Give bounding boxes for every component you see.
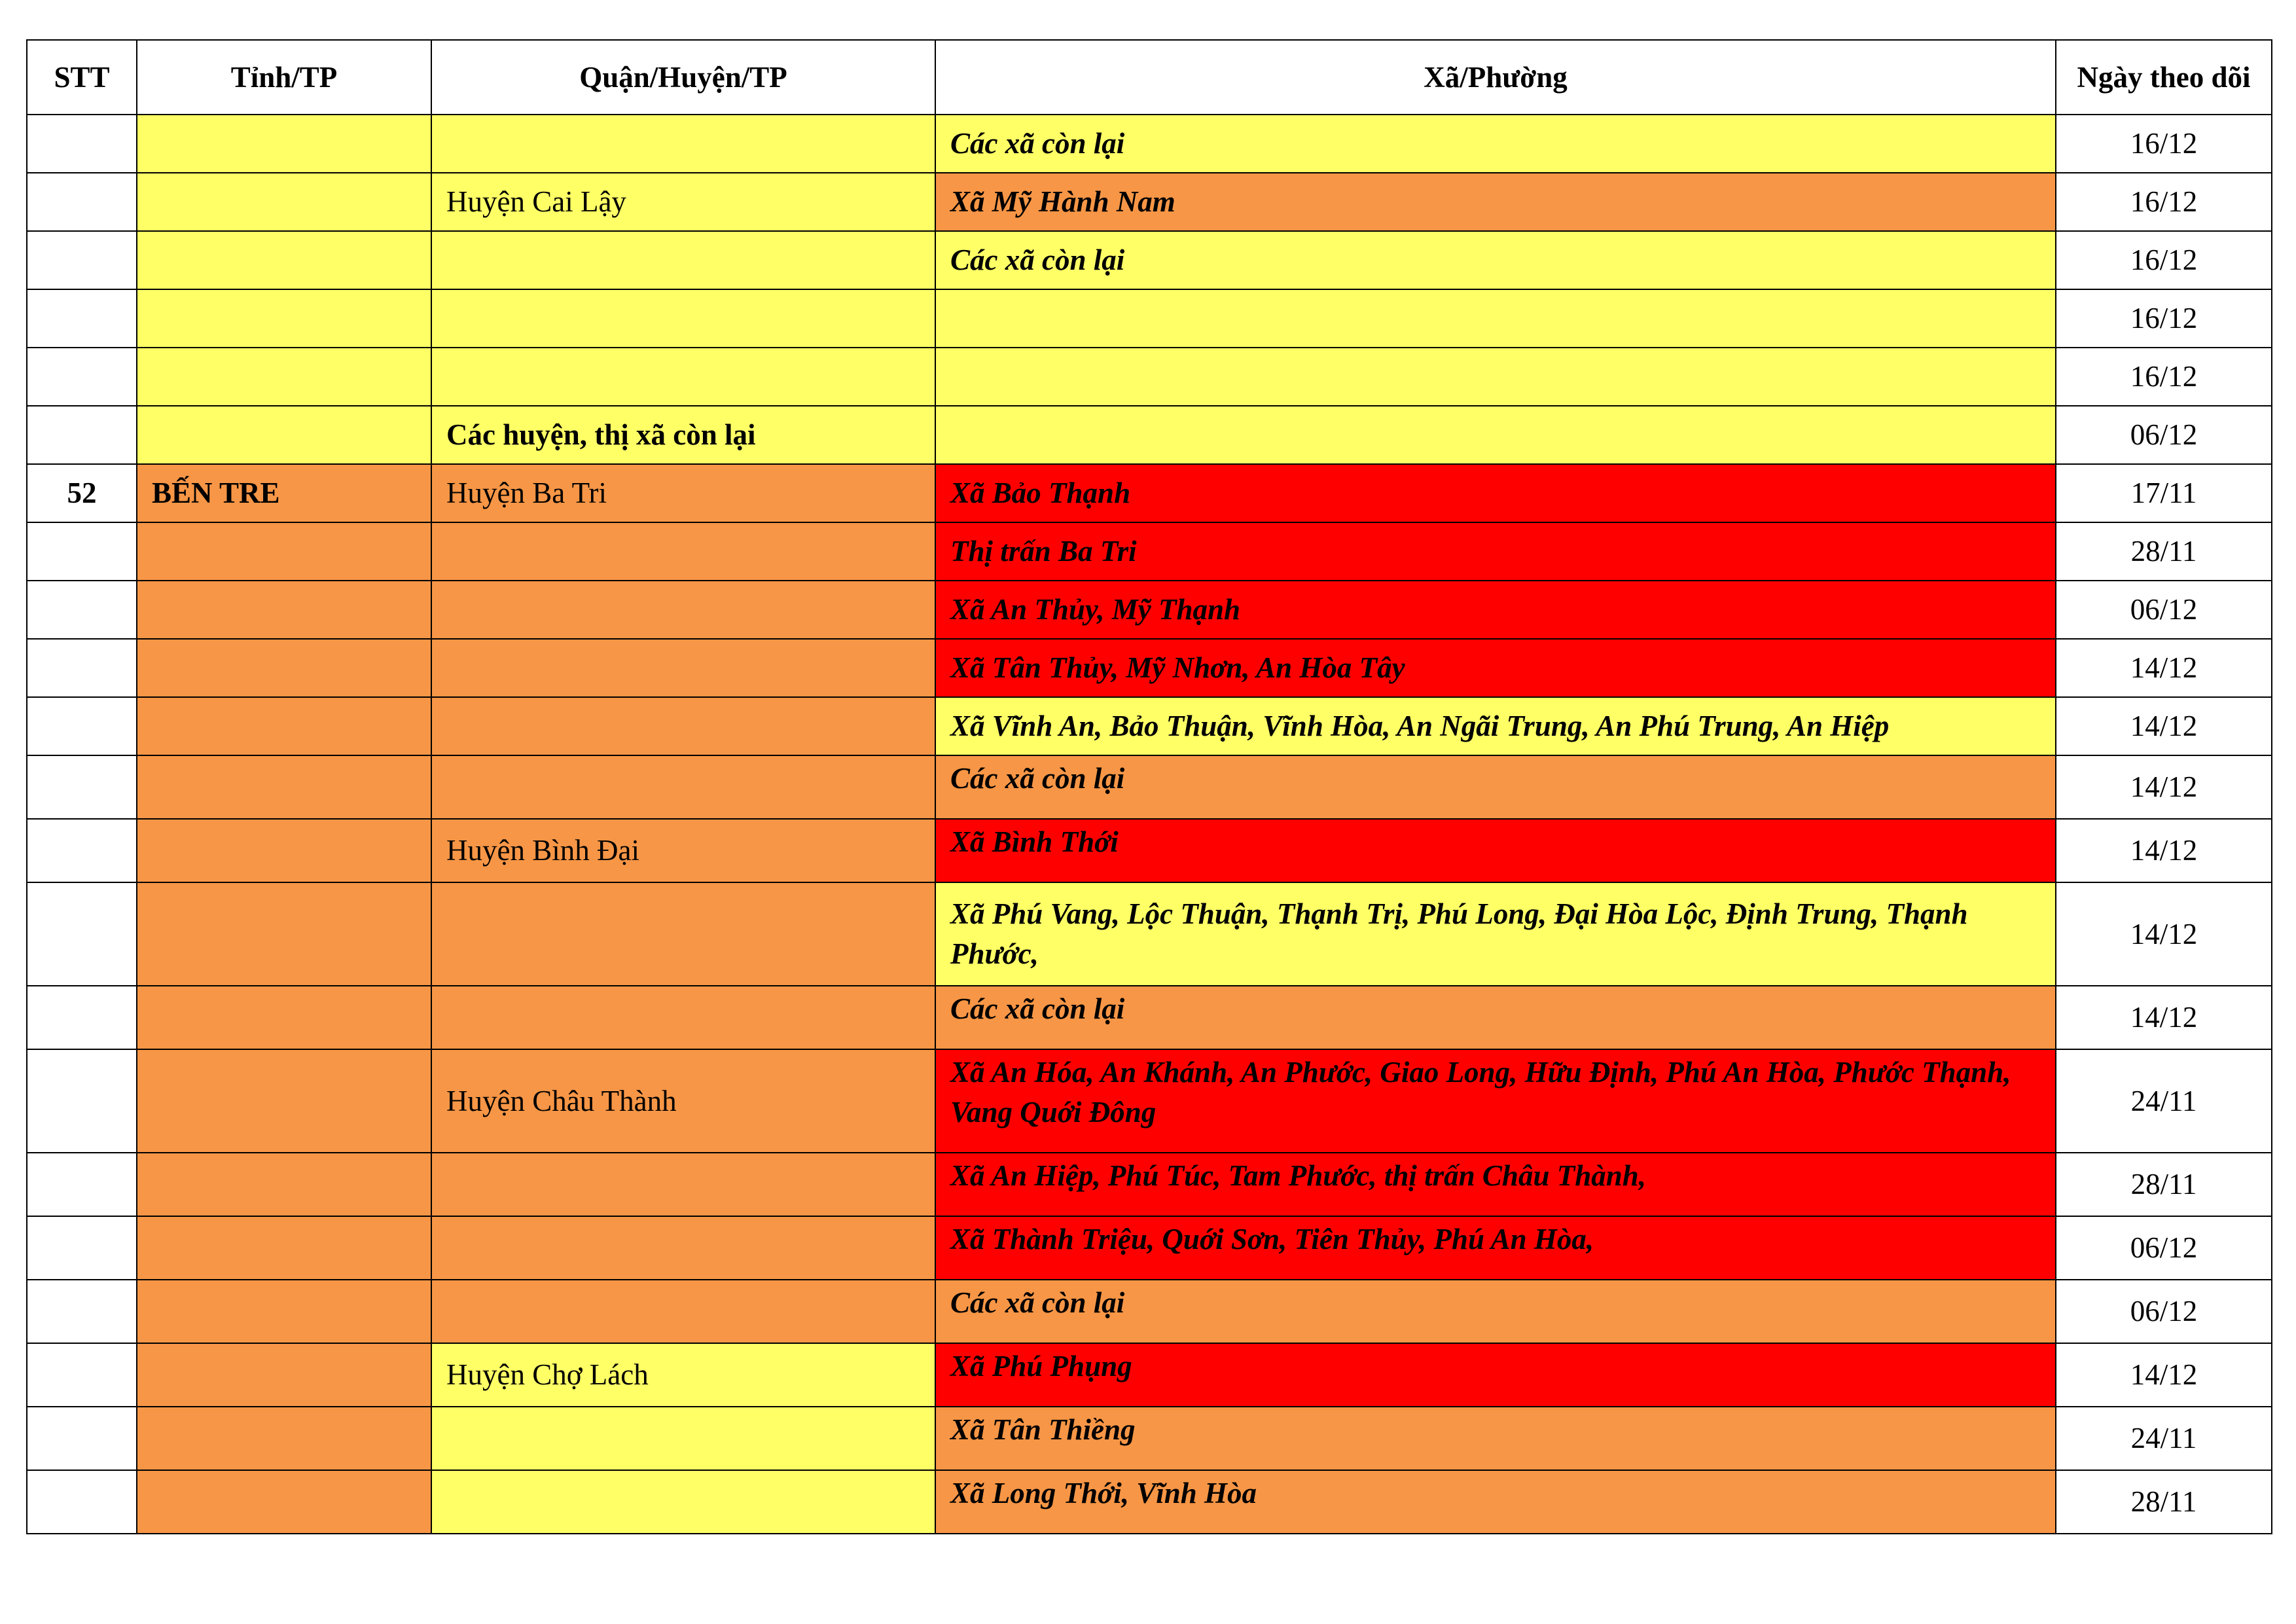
tracking-table <box>26 39 2272 1534</box>
stt-cell <box>27 115 137 173</box>
district-cell: Huyện Bình Đại <box>431 819 935 882</box>
header-tracking-date: Ngày theo dõi <box>2056 40 2272 115</box>
stt-cell <box>27 522 137 581</box>
table-row <box>27 1343 2272 1407</box>
date-cell: 16/12 <box>2056 348 2272 406</box>
table-row <box>27 1153 2272 1216</box>
district-cell: Huyện Châu Thành <box>431 1049 935 1153</box>
table-row <box>27 1280 2272 1343</box>
province-cell <box>137 522 431 581</box>
district-cell <box>431 1153 935 1216</box>
date-cell: 06/12 <box>2056 1216 2272 1280</box>
province-cell <box>137 1280 431 1343</box>
date-cell: 06/12 <box>2056 406 2272 464</box>
stt-cell <box>27 819 137 882</box>
stt-cell <box>27 1216 137 1280</box>
stt-cell <box>27 639 137 697</box>
province-cell <box>137 755 431 819</box>
district-cell <box>431 697 935 755</box>
date-cell: 28/11 <box>2056 1153 2272 1216</box>
province-cell <box>137 1153 431 1216</box>
date-cell: 28/11 <box>2056 1470 2272 1534</box>
ward-cell <box>935 406 2056 464</box>
province-cell <box>137 231 431 289</box>
date-cell: 14/12 <box>2056 986 2272 1049</box>
table-row <box>27 115 2272 173</box>
ward-cell: Xã Thành Triệu, Quới Sơn, Tiên Thủy, Phú An Hòa, <box>935 1216 2056 1280</box>
ward-cell: Xã Tân Thiềng <box>935 1407 2056 1470</box>
province-cell <box>137 1470 431 1534</box>
ward-cell: Xã An Thủy, Mỹ Thạnh <box>935 581 2056 639</box>
province-cell <box>137 697 431 755</box>
date-cell: 06/12 <box>2056 1280 2272 1343</box>
date-cell: 06/12 <box>2056 581 2272 639</box>
ward-cell <box>935 289 2056 348</box>
ward-cell: Xã Phú Phụng <box>935 1343 2056 1407</box>
date-cell: 14/12 <box>2056 819 2272 882</box>
stt-cell <box>27 1470 137 1534</box>
table-row <box>27 1049 2272 1153</box>
province-cell <box>137 173 431 231</box>
district-cell <box>431 581 935 639</box>
province-cell <box>137 1049 431 1153</box>
stt-cell <box>27 882 137 986</box>
ward-cell: Xã Bình Thới <box>935 819 2056 882</box>
table-row <box>27 819 2272 882</box>
table-row <box>27 697 2272 755</box>
ward-cell: Xã Mỹ Hành Nam <box>935 173 2056 231</box>
stt-cell <box>27 173 137 231</box>
district-cell <box>431 522 935 581</box>
province-cell <box>137 1216 431 1280</box>
province-cell <box>137 882 431 986</box>
district-cell: Huyện Cai Lậy <box>431 173 935 231</box>
table-row <box>27 882 2272 986</box>
stt-cell <box>27 581 137 639</box>
date-cell: 16/12 <box>2056 115 2272 173</box>
stt-cell <box>27 406 137 464</box>
header-row <box>27 40 2272 115</box>
district-cell <box>431 1407 935 1470</box>
stt-cell: 52 <box>27 464 137 522</box>
stt-cell <box>27 1153 137 1216</box>
district-cell <box>431 1470 935 1534</box>
header-stt: STT <box>27 40 137 115</box>
district-cell <box>431 986 935 1049</box>
table-row <box>27 639 2272 697</box>
stt-cell <box>27 1343 137 1407</box>
table-row <box>27 348 2272 406</box>
table-row <box>27 231 2272 289</box>
table-row <box>27 1407 2272 1470</box>
ward-cell: Xã Tân Thủy, Mỹ Nhơn, An Hòa Tây <box>935 639 2056 697</box>
stt-cell <box>27 1049 137 1153</box>
district-cell <box>431 289 935 348</box>
district-cell <box>431 639 935 697</box>
stt-cell <box>27 231 137 289</box>
date-cell: 24/11 <box>2056 1407 2272 1470</box>
stt-cell <box>27 1407 137 1470</box>
province-cell <box>137 819 431 882</box>
province-cell <box>137 581 431 639</box>
table-row <box>27 986 2272 1049</box>
ward-cell: Xã An Hóa, An Khánh, An Phước, Giao Long, Hữu Định, Phú An Hòa, Phước Thạnh, Vang Quới Đông <box>935 1049 2056 1153</box>
table-row <box>27 755 2272 819</box>
date-cell: 16/12 <box>2056 173 2272 231</box>
date-cell: 17/11 <box>2056 464 2272 522</box>
ward-cell <box>935 348 2056 406</box>
date-cell: 14/12 <box>2056 1343 2272 1407</box>
table-row <box>27 289 2272 348</box>
header-district: Quận/Huyện/TP <box>431 40 935 115</box>
district-cell <box>431 1216 935 1280</box>
ward-cell: Xã Bảo Thạnh <box>935 464 2056 522</box>
stt-cell <box>27 697 137 755</box>
district-cell <box>431 1280 935 1343</box>
date-cell: 16/12 <box>2056 289 2272 348</box>
stt-cell <box>27 289 137 348</box>
ward-cell: Xã Long Thới, Vĩnh Hòa <box>935 1470 2056 1534</box>
table-row <box>27 1216 2272 1280</box>
header-province: Tỉnh/TP <box>137 40 431 115</box>
province-cell <box>137 1407 431 1470</box>
province-cell <box>137 1343 431 1407</box>
stt-cell <box>27 986 137 1049</box>
ward-cell: Xã Phú Vang, Lộc Thuận, Thạnh Trị, Phú Long, Đại Hòa Lộc, Định Trung, Thạnh Phước, <box>935 882 2056 986</box>
date-cell: 14/12 <box>2056 639 2272 697</box>
ward-cell: Các xã còn lại <box>935 231 2056 289</box>
province-cell: BẾN TRE <box>137 464 431 522</box>
district-cell: Huyện Ba Tri <box>431 464 935 522</box>
ward-cell: Xã Vĩnh An, Bảo Thuận, Vĩnh Hòa, An Ngãi Trung, An Phú Trung, An Hiệp <box>935 697 2056 755</box>
district-cell <box>431 231 935 289</box>
table-row <box>27 1470 2272 1534</box>
district-cell <box>431 755 935 819</box>
province-cell <box>137 115 431 173</box>
ward-cell: Xã An Hiệp, Phú Túc, Tam Phước, thị trấn Châu Thành, <box>935 1153 2056 1216</box>
table-row <box>27 406 2272 464</box>
province-cell <box>137 406 431 464</box>
table-row <box>27 581 2272 639</box>
ward-cell: Thị trấn Ba Tri <box>935 522 2056 581</box>
province-cell <box>137 986 431 1049</box>
table-row <box>27 464 2272 522</box>
date-cell: 24/11 <box>2056 1049 2272 1153</box>
date-cell: 14/12 <box>2056 697 2272 755</box>
ward-cell: Các xã còn lại <box>935 1280 2056 1343</box>
date-cell: 14/12 <box>2056 755 2272 819</box>
province-cell <box>137 639 431 697</box>
district-cell: Huyện Chợ Lách <box>431 1343 935 1407</box>
date-cell: 16/12 <box>2056 231 2272 289</box>
district-cell <box>431 882 935 986</box>
district-cell <box>431 115 935 173</box>
stt-cell <box>27 755 137 819</box>
ward-cell: Các xã còn lại <box>935 755 2056 819</box>
stt-cell <box>27 348 137 406</box>
district-cell: Các huyện, thị xã còn lại <box>431 406 935 464</box>
date-cell: 28/11 <box>2056 522 2272 581</box>
district-cell <box>431 348 935 406</box>
table-row <box>27 522 2272 581</box>
ward-cell: Các xã còn lại <box>935 986 2056 1049</box>
stt-cell <box>27 1280 137 1343</box>
province-cell <box>137 348 431 406</box>
date-cell: 14/12 <box>2056 882 2272 986</box>
ward-cell: Các xã còn lại <box>935 115 2056 173</box>
header-ward: Xã/Phường <box>935 40 2056 115</box>
table-row <box>27 173 2272 231</box>
province-cell <box>137 289 431 348</box>
